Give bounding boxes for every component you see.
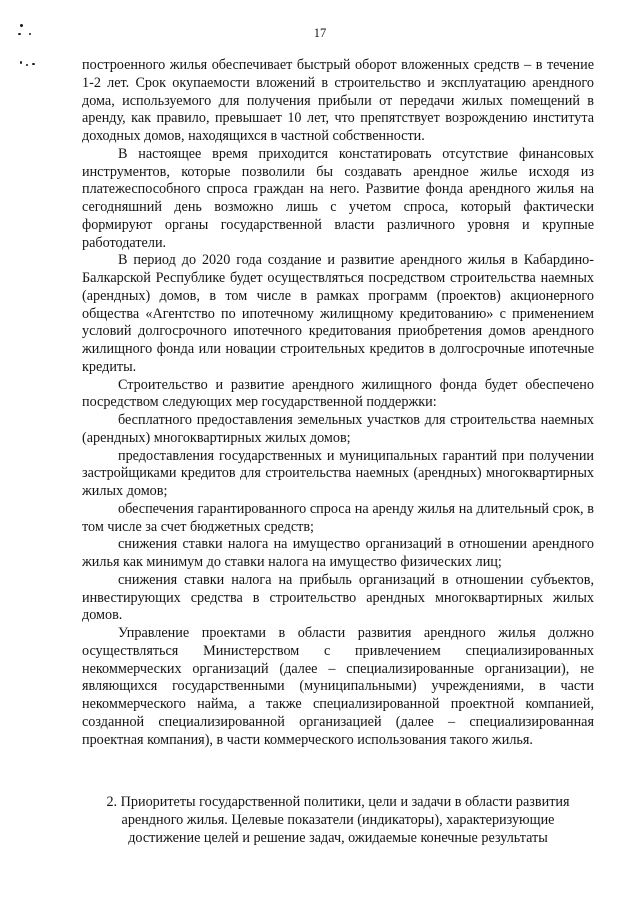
support-measure-item: предоставления государственных и муниципальных гарантий при получении застройщиками кредитов для строительства наемных (арендных) многоквартирных жилых домов; [82,447,594,499]
paragraph-4: Строительство и развитие арендного жилищного фонда будет обеспечено посредством следующих мер государственной поддержки: [82,376,594,411]
support-measure-item: обеспечения гарантированного спроса на аренду жилья на длительный срок, в том числе за счет бюджетных средств; [82,500,594,535]
section-heading [82,794,594,847]
body-text [82,57,594,749]
section-heading-line: 2. Приоритеты государственной политики, цели и задачи в области развития [106,794,570,810]
paragraph-3: В период до 2020 года создание и развитие арендного жилья в Кабардино-Балкарской Республике будет осуществляться посредством строительства наемных (арендных) домов, в том числе в рамках программ (проектов) акционерного общества «Агентство по ипотечному жилищному кредитованию» с применением условий долгосрочного ипотечного кредитования приобретения домов арендного жилищного фонда или новации строительных кредитов в долгосрочные ипотечные кредиты. [82,252,594,375]
support-measure-item: снижения ставки налога на прибыль организаций в отношении субъектов, инвестирующих средства в строительство арендных многоквартирных жилых домов. [82,571,594,624]
support-measure-item: бесплатного предоставления земельных участков для строительства наемных (арендных) многоквартирных жилых домов; [82,412,594,446]
section-heading-line: арендного жилья. Целевые показатели (индикаторы), характеризующие [121,811,555,828]
section-heading-line: достижение целей и решение задач, ожидаемые конечные результаты [128,829,548,846]
paragraph-1: построенного жилья обеспечивает быстрый оборот вложенных средств – в течение 1-2 лет. Срок окупаемости вложений в строительство и эксплуатацию арендного дома, используемого для получения прибыли от передачи жилых помещений в аренду, как правило, превышает 10 лет, что препятствует возрождению института доходных домов, находящихся в частной собственности. [82,57,594,144]
page-number: 17 [313,26,327,40]
paragraph-project-management: Управление проектами в области развития арендного жилья должно осуществляться Министерством с привлечением специализированных некоммерческих организаций (далее – специализированные организации), не являющихся государственными (муниципальными) учреждениями, в части некоммерческого найма, а также специализированной проектной компанией, созданной специализированной организацией (далее – специализированная проектная компания), в части коммерческого использования такого жилья. [82,625,594,748]
support-measure-item: снижения ставки налога на имущество организаций в отношении арендного жилья как минимум до ставки налога на имущество физических лиц; [82,536,594,570]
paragraph-2: В настоящее время приходится констатировать отсутствие финансовых инструментов, которые позволили бы создавать арендное жилье исходя из платежеспособного спроса граждан на него. Развитие фонда арендного жилья на сегодняшний день возможно лишь с учетом спроса, который фактически формируют органы государственной власти различного уровня и крупные работодатели. [82,145,594,251]
